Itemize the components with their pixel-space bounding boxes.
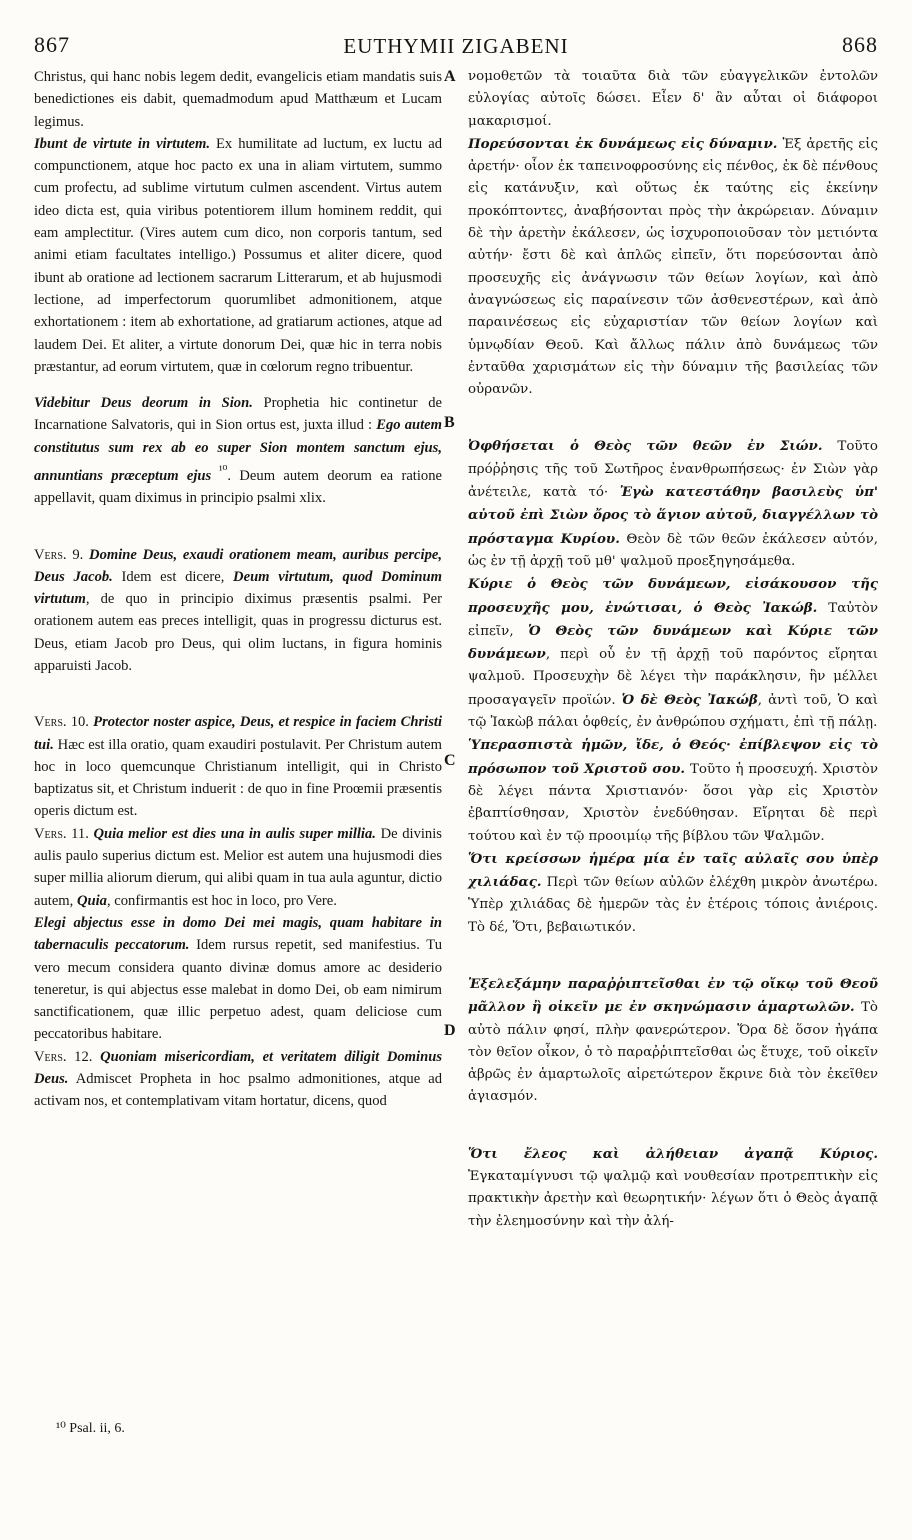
verse-lemma: Κύριε ὁ Θεὸς τῶν δυνάμεων, εἰσάκουσον τῆς προσευχῆς μου, ἐνώτισαι, ὁ Θεὸς Ἰακώβ. (468, 576, 878, 616)
scripture-quote: Ὁ Θεὸς τῶν δυνάμεων καὶ Κύριε τῶν δυνάμεων (468, 622, 878, 663)
section-marker-a: A (444, 68, 456, 85)
greek-paragraph (468, 734, 878, 847)
section-marker-b: B (444, 414, 455, 431)
latin-text: Prophetia hic continetur de Incarnatione Salvatoris, qui in Sion ortus est, juxta illud : (34, 395, 442, 434)
scripture-quote: Ἐγὼ κατεστάθην βασιλεὺς ὑπ' αὐτοῦ ἐπὶ Σιὼν ὄρος τὸ ἅγιον αὐτοῦ, διαγγέλλων τὸ πρόσταγμα Κυρίου. (468, 484, 878, 547)
verse-lemma: Ὅτι ἔλεος καὶ ἀλήθειαν ἀγαπᾷ Κύριος. (468, 1145, 878, 1162)
latin-emphasis: Quia (76, 892, 107, 909)
latin-paragraph (34, 1046, 442, 1113)
latin-paragraph (34, 711, 442, 822)
verse-lemma: Quia melior est dies una in aulis super millia. (88, 825, 376, 842)
verse-lemma: Πορεύσονται ἐκ δυνάμεως εἰς δύναμιν. (468, 135, 778, 152)
footnote-ref: ¹⁰ (211, 463, 228, 478)
greek-text: Περὶ τῶν θείων αὐλῶν ἐλέχθη μικρὸν ἀνωτέρω. Ὑπὲρ χιλιάδας δὲ ἡμερῶν τὰς ἐν ἑτέροις τόποις ἀνιέροις. Τὸ δέ, Ὅτι, βεβαιωτικόν. (468, 875, 878, 935)
verse-lemma: Quoniam misericordiam, et veritatem diligit Dominus Deus. (34, 1048, 443, 1088)
latin-text: De divinis aulis paulo superius dictum est. Melior est autem una hujusmodi dies super millia aliorum dierum, qui alibi quam in tua aula aguntur, dictio autem, (34, 825, 442, 909)
latin-column (34, 66, 442, 1113)
greek-paragraph (468, 973, 878, 1109)
verse-lemma: Protector noster aspice, Deus, et respice in faciem Christi tui. (34, 714, 443, 753)
page-header (34, 32, 878, 58)
latin-paragraph (34, 133, 442, 378)
scripture-quote: Ego autem constitutus sum rex ab eo super Sion montem sanctum ejus, annuntians præceptum ejus (34, 417, 442, 484)
verse-lemma: Ὑπερασπιστὰ ἡμῶν, ἴδε, ὁ Θεός· ἐπίβλεψον εἰς τὸ πρόσωπον τοῦ Χριστοῦ σου. (468, 737, 878, 777)
latin-paragraph (34, 544, 442, 678)
verse-lemma: Elegi abjectus esse in domo Dei mei magis, quam habitare in tabernaculis peccatorum. (34, 914, 442, 954)
greek-paragraph (468, 66, 878, 133)
greek-paragraph (468, 133, 878, 402)
verse-lemma: Ἐξελεξάμην παραῤῥιπτεῖσθαι ἐν τῷ οἴκῳ τοῦ Θεοῦ μᾶλλον ἢ οἰκεῖν με ἐν σκηνώμασιν ἁμαρτωλῶν. (468, 975, 878, 1016)
section-marker-c: C (444, 752, 456, 769)
greek-paragraph (468, 435, 878, 573)
page-number-right: 868 (842, 32, 878, 57)
scripture-quote: Ὁ δὲ Θεὸς Ἰακώβ (621, 691, 758, 708)
verse-number: Vers. 10. (34, 714, 89, 731)
greek-text: νομοθετῶν τὰ τοιαῦτα διὰ τῶν εὐαγγελικῶν ἐντολῶν εὐλογίας αὐτοῖς δώσει. Εἶεν δ' ἂν αὗται οἱ διάφοροι μακαρισμοί. (468, 69, 878, 129)
verse-lemma: Ὀφθήσεται ὁ Θεὸς τῶν θεῶν ἐν Σιών. (468, 438, 823, 455)
verse-lemma: Domine Deus, exaudi orationem meam, auribus percipe, Deus Jacob. (34, 546, 442, 585)
greek-paragraph (468, 1143, 878, 1233)
latin-text: Idem est dicere, (112, 568, 234, 585)
latin-text: Admiscet Propheta in hoc psalmo admonitiones, atque ad activam nos, et contemplativam vitam hortatur, dicens, quod (34, 1071, 442, 1110)
footnote: ¹⁰ Psal. ii, 6. (56, 1421, 125, 1436)
greek-paragraph (468, 573, 878, 734)
greek-text: Τὸ αὐτὸ πάλιν φησί, πλὴν φανερώτερον. Ὅρα δὲ ὅσον ἠγάπα τὸν θεῖον οἶκον, ὁ τὸ παραῤῥιπτεῖσθαι ὡς ἔτυχε, τοῦ οἰκεῖν ἁβρῶς ἐν ἁμαρτωλοῖς αἱρετώτερον ἔκρινε διὰ τὸν ἐκεῖθεν ἁγιασμόν. (468, 1000, 878, 1105)
page-number-left: 867 (34, 32, 70, 57)
section-marker-d: D (444, 1022, 456, 1039)
greek-text: , περὶ οὗ ἐν τῇ ἀρχῇ τοῦ παρόντος εἴρηται ψαλμοῦ. Προσευχὴν δὲ λέγει τὴν παράκλησιν, ἣν μέλλει προσαγαγεῖν προϊών. (468, 647, 878, 708)
greek-text: Θεὸν δὲ τῶν θεῶν ἐκάλεσεν αὐτόν, ὡς ἐν τῇ ἀρχῇ τοῦ μθ' ψαλμοῦ προεξηγησάμεθα. (468, 531, 878, 569)
greek-text: Ταὐτὸν εἰπεῖν, (468, 600, 878, 639)
latin-paragraph (34, 392, 442, 509)
verse-lemma: Videbitur Deus deorum in Sion. (34, 395, 253, 412)
greek-text: , ἀντὶ τοῦ, Ὁ καὶ τῷ Ἰακὼβ πάλαι ὀφθείς, ἐν ἀνθρώπου σχήματι, ἐπὶ τῇ πάλῃ. (468, 692, 878, 731)
latin-text: Christus, qui hanc nobis legem dedit, evangelicis etiam mandatis suis benedictiones eis dabit, quemadmodum apud Matthæum et Lucam legimus. (34, 69, 442, 130)
verse-number: Vers. 9. (34, 546, 84, 563)
latin-text: , confirmantis est hoc in loco, pro Vere. (106, 892, 337, 909)
running-title: EUTHYMII ZIGABENI (343, 34, 569, 58)
latin-text: Ex humilitate ad luctum, ex luctu ad compunctionem, atque hoc pacto ex una in aliam virtutem, summo cum profectu, ad sublime virtutum culmen ascendent. Virtus autem ideo dicta est, quia viribus potentiorem illum hominem reddit, qui eam amplectitur. (Vires autem cum dico, non corporis tantum, sed animi etiam facultates intelligo.) Possumus et aliter dicere, quod ibunt ab oratione ad lectionem sacrarum Litterarum, et ab hujusmodi lectione, ad imperfectorum quorumlibet admonitionem, atque exhortationem : item ab exhortatione, ad gratiarum actiones, atque ad laudem Dei. Et aliter, a virtute donorum Dei, quæ hic in terra nobis præstantur, ad eorum virtutem, quæ in cœlorum regno tribuentur. (34, 135, 442, 375)
scripture-quote: Deum virtutum, quod Dominum virtutum (34, 568, 442, 608)
latin-text: Idem rursus repetit, sed manifestius. Tu vero mecum considera quanto divinæ domus amore ac desiderio teneretur, is qui abjectus esse malebat in domo Dei, ob eam nimirum sanctificationem, quæ illic perpetuo adest, quam deliciose cum peccatoribus habitare. (34, 937, 442, 1043)
verse-lemma: Ibunt de virtute in virtutem. (34, 135, 210, 152)
greek-column (468, 66, 878, 1233)
greek-text: Ἐγκαταμίγνυσι τῷ ψαλμῷ καὶ νουθεσίαν προτρεπτικὴν εἰς πρακτικὴν ἀρετὴν καὶ θεωρητικήν· λέγων ὅτι ὁ Θεὸς ἀγαπᾷ τὴν ἐλεημοσύνην καὶ τὴν ἀλή- (468, 1169, 878, 1229)
greek-paragraph (468, 848, 878, 939)
verse-number: Vers. 12. (34, 1048, 93, 1065)
greek-text: Τοῦτο πρόῤῥησις τῆς τοῦ Σωτῆρος ἐνανθρωπήσεως· ἐν Σιὼν γὰρ ἀνέτειλε, κατὰ τό· (468, 439, 878, 501)
latin-paragraph (34, 823, 442, 912)
latin-paragraph (34, 912, 442, 1046)
latin-text: Hæc est illa oratio, quam exaudiri postulavit. Per Christum autem hoc in loco quemcunque Christianum intelligit, qui in Christo baptizatus sit, et Christum induerit : de quo in fine Proœmii præsentis operis dictum est. (34, 736, 442, 820)
greek-text: Ἐξ ἀρετῆς εἰς ἀρετήν· οἷον ἐκ ταπεινοφροσύνης εἰς πένθος, ἐκ δὲ πένθους εἰς κατάνυξιν, καὶ οὕτως ἐκ ταύτης εἰς ἐκείνην προκόπτοντες, ἀναβήσονται πρὸς τὴν ἀκρώρειαν. Δύναμιν δὲ τὴν ἀρετὴν ἐκάλεσεν, ὡς ἰσχυροποιοῦσαν τὸν μετιόντα αὐτήν· ἔστι δὲ καὶ ἁπλῶς εἰπεῖν, ὅτι πορεύσονται ἀπὸ προσευχῆς εἰς ἀνάγνωσιν τῶν θείων λογίων, καὶ ἀπὸ ἀναγνώσεως εἰς παραίνεσιν τῶν ἀσθενεστέρων, καὶ ἀπὸ παραινέσεως εἰς εὐχαριστίαν τῶν θείων λογίων καὶ ὑμνῳδίαν Θεοῦ. Καὶ ἄλλως πάλιν ἀπὸ δυνάμεως τῶν ἐνταῦθα χαρισμάτων εἰς τὴν δύναμιν τῆς βασιλείας τῶν οὐρανῶν. (468, 136, 878, 398)
latin-paragraph (34, 66, 442, 133)
latin-text: . Deum autem deorum ea ratione appellavit, quam diximus in principio psalmi xlix. (34, 467, 442, 507)
verse-lemma: Ὅτι κρείσσων ἡμέρα μία ἐν ταῖς αὐλαῖς σου ὑπὲρ χιλιάδας. (468, 850, 878, 891)
greek-text: Τοῦτο ἡ προσευχή. Χριστὸν δὲ λέγει πάντα Χριστιανόν· ὅσοι γὰρ εἰς Χριστὸν ἐβαπτίσθησαν, Χριστὸν ἐνεδύθησαν. Εἴρηται δὲ περὶ τούτου καὶ ἐν τῷ προοιμίῳ τῆς βίβλου τῶν Ψαλμῶν. (468, 761, 879, 844)
verse-number: Vers. 11. (34, 825, 89, 842)
latin-text: , de quo in principio diximus præsentis psalmi. Per orationem autem eas preces intelligit, quas in progressu dicturus est. Deus, etiam Jacob pro Deus, qui olim luctans, in figura hominis apparuisti Jacob. (34, 591, 442, 674)
